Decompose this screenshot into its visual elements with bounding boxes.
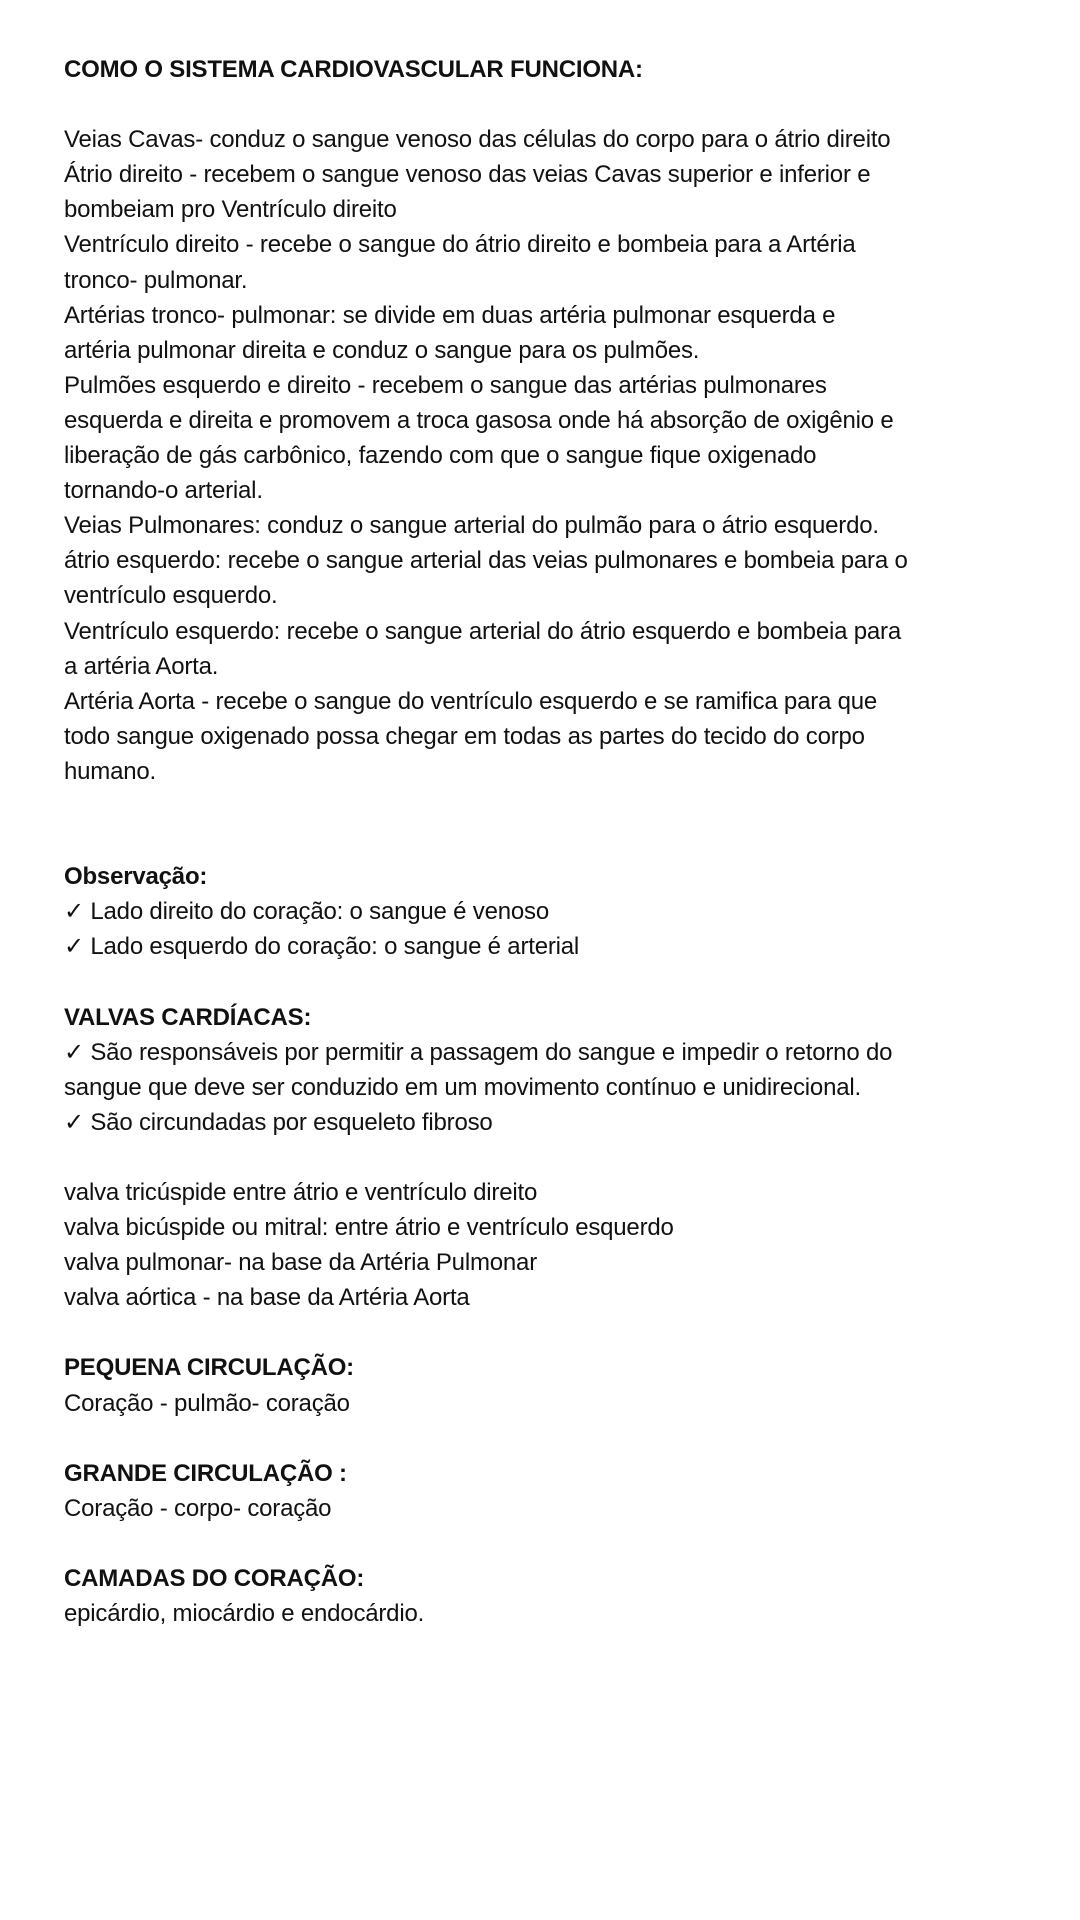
text-line: valva bicúspide ou mitral: entre átrio e ventrículo esquerdo [64,1214,674,1242]
text-line: valva pulmonar- na base da Artéria Pulmonar [64,1249,537,1277]
document-body [64,52,1044,1631]
section-heading: VALVAS CARDÍACAS: [64,1003,312,1031]
section-heading: PEQUENA CIRCULAÇÃO: [64,1354,354,1382]
text-line: Ventrículo esquerdo: recebe o sangue arterial do átrio esquerdo e bombeia para [64,617,901,645]
text-line: liberação de gás carbônico, fazendo com que o sangue fique oxigenado [64,442,817,470]
text-line: a artéria Aorta. [64,652,219,680]
text-line: valva aórtica - na base da Artéria Aorta [64,1284,470,1312]
text-line: Artérias tronco- pulmonar: se divide em duas artéria pulmonar esquerda e [64,301,836,329]
text-line: sangue que deve ser conduzido em um movimento contínuo e unidirecional. [64,1073,861,1101]
section-heading: Observação: [64,863,208,891]
blank-line [64,1315,1044,1350]
section-heading: COMO O SISTEMA CARDIOVASCULAR FUNCIONA: [64,56,643,83]
text-line: tronco- pulmonar. [64,266,248,294]
text-line: ventrículo esquerdo. [64,582,278,610]
text-line: todo sangue oxigenado possa chegar em todas as partes do tecido do corpo [64,722,865,750]
text-line: ✓ São circundadas por esqueleto fibroso [64,1108,493,1136]
text-line: Artéria Aorta - recebe o sangue do ventrículo esquerdo e se ramifica para que [64,687,878,715]
text-line: humano. [64,757,156,785]
text-line: ✓ Lado esquerdo do coração: o sangue é arterial [64,933,580,961]
blank-line [64,1421,1044,1456]
text-line: epicárdio, miocárdio e endocárdio. [64,1600,425,1628]
text-line: esquerda e direita e promovem a troca gasosa onde há absorção de oxigênio e [64,406,894,434]
text-line: Coração - pulmão- coração [64,1389,350,1417]
text-line: Veias Pulmonares: conduz o sangue arterial do pulmão para o átrio esquerdo. [64,512,879,540]
section-heading: GRANDE CIRCULAÇÃO : [64,1459,347,1487]
text-line: Pulmões esquerdo e direito - recebem o sangue das artérias pulmonares [64,371,827,399]
text-line: ✓ São responsáveis por permitir a passagem do sangue e impedir o retorno do [64,1038,893,1066]
blank-line [64,964,1044,999]
text-line: valva tricúspide entre átrio e ventrículo direito [64,1179,538,1206]
blank-line [64,1526,1044,1561]
text-line: Coração - corpo- coração [64,1494,332,1522]
blank-line [64,87,1044,122]
section-heading: CAMADAS DO CORAÇÃO: [64,1565,365,1593]
text-line: bombeiam pro Ventrículo direito [64,196,397,224]
text-line: tornando-o arterial. [64,477,263,505]
text-line: Ventrículo direito - recebe o sangue do átrio direito e bombeia para a Artéria [64,231,856,259]
text-line: artéria pulmonar direita e conduz o sangue para os pulmões. [64,336,700,364]
blank-line [64,789,1044,824]
blank-line [64,1140,1044,1175]
blank-line [64,824,1044,859]
text-line: Átrio direito - recebem o sangue venoso das veias Cavas superior e inferior e [64,161,871,189]
text-line: átrio esquerdo: recebe o sangue arterial das veias pulmonares e bombeia para o [64,547,908,575]
text-line: Veias Cavas- conduz o sangue venoso das células do corpo para o átrio direito [64,126,891,154]
text-line: ✓ Lado direito do coração: o sangue é venoso [64,898,549,926]
